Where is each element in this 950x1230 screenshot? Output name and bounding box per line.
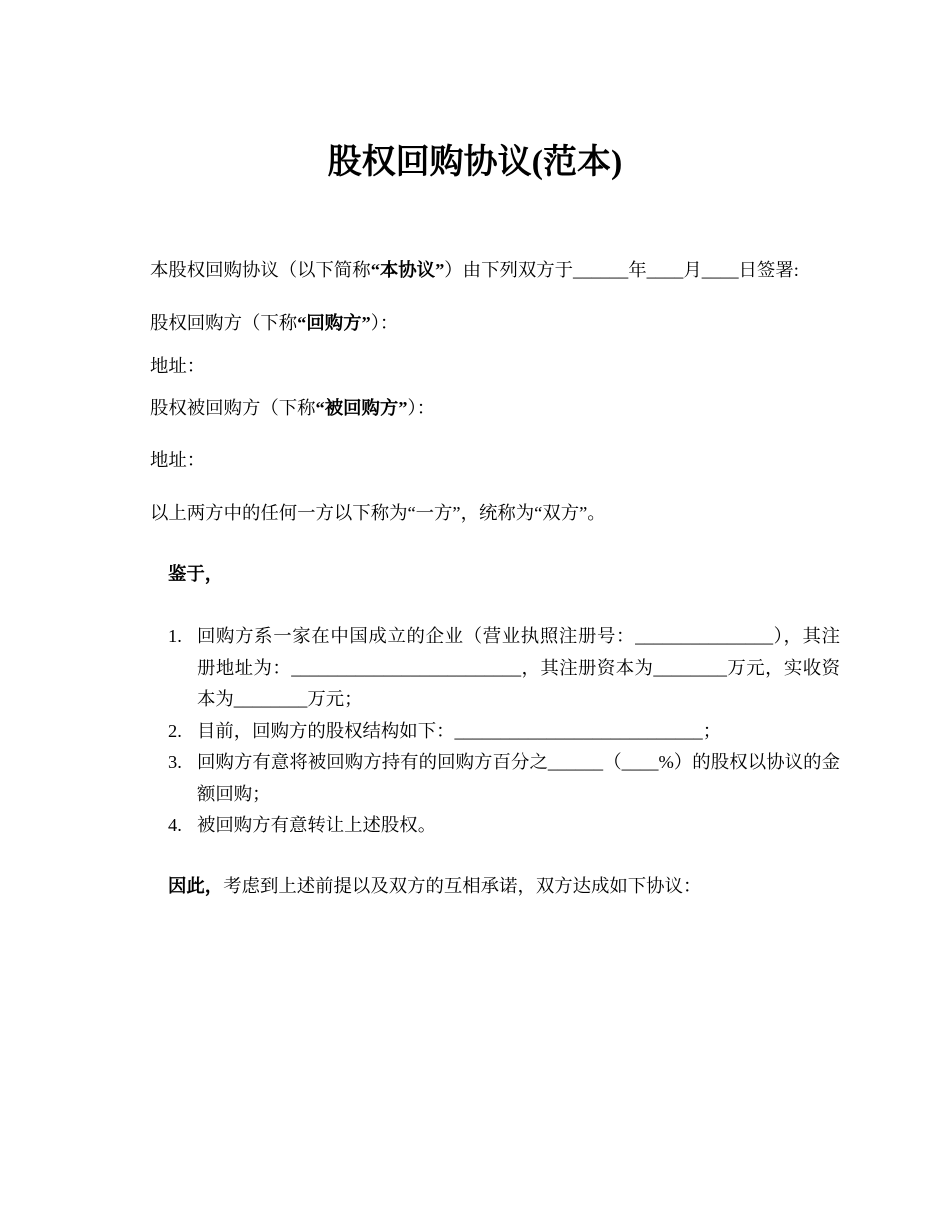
buyer-address-line: 地址： <box>150 356 206 377</box>
buyer-text-after: ）： <box>370 313 399 334</box>
therefore-clause <box>150 871 840 903</box>
therefore-text: 考虑到上述前提以及双方的互相承诺，双方达成如下协议： <box>223 876 702 897</box>
recital-item-4 <box>150 810 840 842</box>
seller-defined-term: “被回购方” <box>315 398 408 419</box>
intro-text-before: 本股权回购协议（以下简称 <box>150 260 371 281</box>
recital-item-1 <box>150 621 840 716</box>
seller-text-before: 股权被回购方（下称 <box>150 398 316 419</box>
seller-party-line <box>150 393 840 425</box>
party-definition: 以上两方中的任何一方以下称为“一方”，统称为“双方”。 <box>150 503 606 524</box>
recital-text: 回购方系一家在中国成立的企业（营业执照注册号：_______________），其注册地址为：_________________________，其注册资本为________万元，实收资本为________万元； <box>197 626 840 710</box>
recital-number: 2. <box>168 720 182 741</box>
whereas-heading: 鉴于， <box>168 564 224 585</box>
buyer-defined-term: “回购方” <box>297 313 371 334</box>
intro-text-after: ）由下列双方于______年____月____日签署: <box>444 260 799 281</box>
intro-defined-term: “本协议” <box>370 260 445 281</box>
recital-item-2 <box>150 716 840 748</box>
agreement-intro <box>150 255 840 287</box>
recitals-list <box>150 621 840 842</box>
recital-text: 回购方有意将被回购方持有的回购方百分之______（____%）的股权以协议的金额回购； <box>197 752 840 804</box>
seller-address-line: 地址： <box>150 450 206 471</box>
recital-number: 1. <box>168 626 182 647</box>
document-body <box>150 255 840 903</box>
recital-number: 4. <box>168 815 182 836</box>
buyer-party-line <box>150 308 840 340</box>
document-title: 股权回购协议(范本) <box>327 144 623 181</box>
recital-item-3 <box>150 747 840 810</box>
recital-text: 被回购方有意转让上述股权。 <box>197 815 437 836</box>
therefore-lead: 因此， <box>168 876 224 897</box>
buyer-text-before: 股权回购方（下称 <box>150 313 298 334</box>
seller-text-after: ）： <box>407 398 436 419</box>
recital-number: 3. <box>168 752 182 773</box>
recital-text: 目前，回购方的股权结构如下：___________________________； <box>197 720 722 741</box>
